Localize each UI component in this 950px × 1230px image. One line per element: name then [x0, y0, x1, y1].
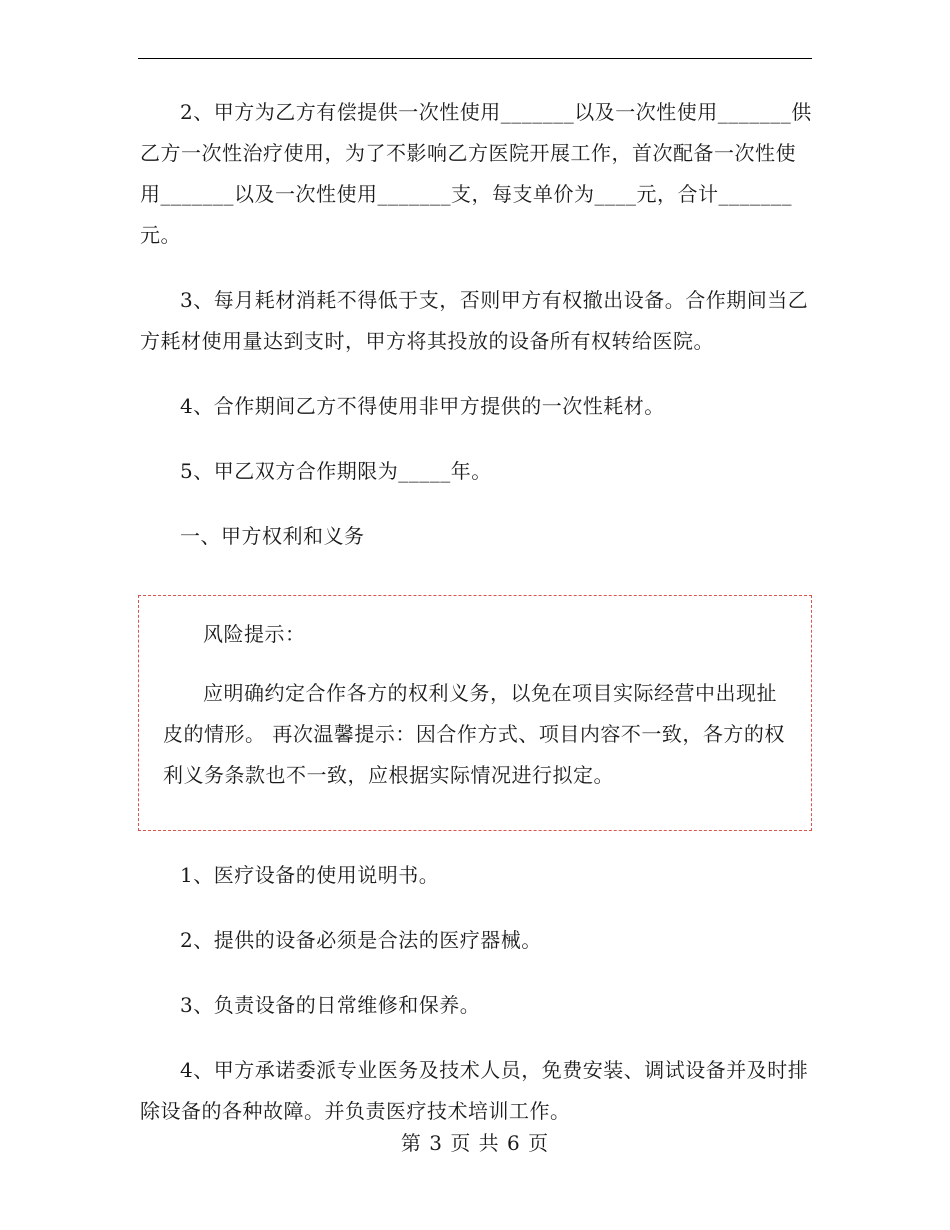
fill-blank: _______ — [500, 100, 575, 124]
fill-blank: _______ — [160, 182, 234, 206]
header-rule — [138, 58, 812, 59]
paragraph-term-length — [140, 451, 812, 492]
text-segment: 元，合计 — [636, 182, 719, 206]
text-segment: 以及一次性使用 — [574, 100, 718, 124]
text-segment: 2、甲方为乙方有偿提供一次性使用 — [180, 100, 501, 124]
page-footer: 第 3 页 共 6 页 — [400, 1131, 550, 1155]
list-item-maintenance: 3、负责设备的日常维修和保养。 — [180, 993, 481, 1017]
paragraph-consumption-terms: 3、每月耗材消耗不得低于支，否则甲方有权撤出设备。合作期间当乙方耗材使用量达到支时，甲方将其投放的设备所有权转给医院。 — [140, 288, 809, 353]
list-item-technical-staff: 4、甲方承诺委派专业医务及技术人员，免费安装、调试设备并及时排除设备的各种故障。并负责医疗技术培训工作。 — [140, 1058, 809, 1123]
text-segment: 供乙方一次性治疗使用，为了不影响乙方医院开展工作，首次配备一次性使用 — [140, 100, 812, 206]
document-body — [140, 92, 812, 1156]
fill-blank: _______ — [377, 182, 451, 206]
text-segment: 支，每支单价为 — [451, 182, 595, 206]
fill-blank: _______ — [717, 100, 792, 124]
text-segment: 年。 — [450, 459, 492, 483]
paragraph-supply-terms — [140, 92, 812, 256]
text-segment: 5、甲乙双方合作期限为 — [180, 459, 399, 483]
section-heading: 一、甲方权利和义务 — [180, 524, 365, 548]
fill-blank: ____ — [594, 182, 637, 206]
fill-blank: _____ — [398, 459, 451, 483]
list-item-legal-device: 2、提供的设备必须是合法的医疗器械。 — [180, 928, 542, 952]
risk-notice-title: 风险提示： — [203, 622, 306, 646]
risk-notice-box — [138, 595, 812, 831]
text-segment: 元。 — [140, 223, 181, 247]
risk-notice-body: 应明确约定合作各方的权利义务，以免在项目实际经营中出现扯皮的情形。 再次温馨提示：因合作方式、项目内容不一致，各方的权利义务条款也不一致，应根据实际情况进行拟定。 — [163, 681, 785, 787]
text-segment: 以及一次性使用 — [234, 182, 378, 206]
paragraph-exclusive-consumables: 4、合作期间乙方不得使用非甲方提供的一次性耗材。 — [180, 394, 665, 418]
list-item-manual: 1、医疗设备的使用说明书。 — [180, 863, 440, 887]
fill-blank: _______ — [718, 182, 792, 206]
